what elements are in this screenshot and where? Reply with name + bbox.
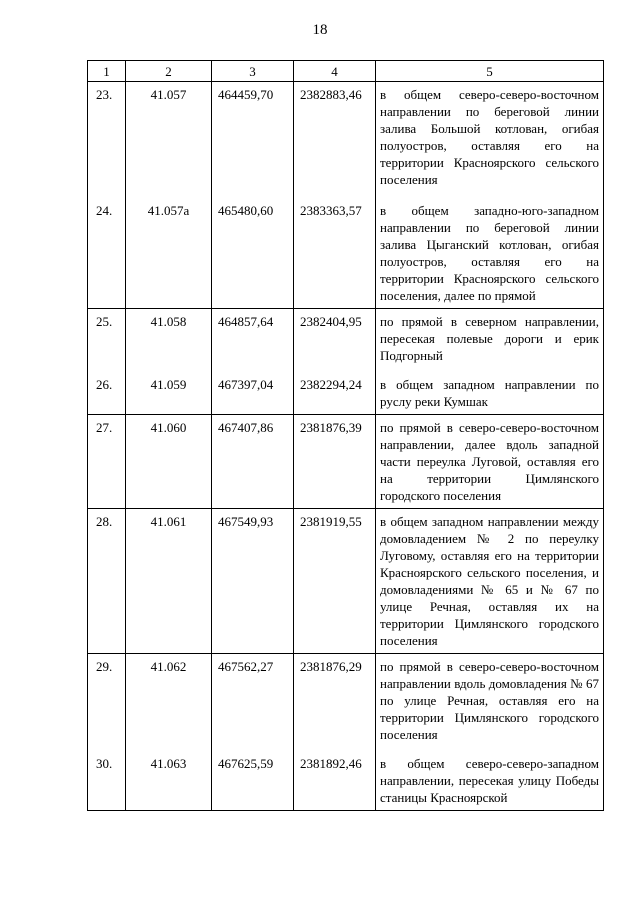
point-id: 41.057а	[126, 192, 212, 309]
header-col-5: 5	[376, 61, 604, 82]
row-number: 28.	[88, 509, 126, 654]
row-number: 23.	[88, 82, 126, 193]
coord-y: 2381876,29	[294, 654, 376, 748]
coord-x: 467625,59	[212, 747, 294, 811]
coord-x: 467407,86	[212, 415, 294, 509]
coord-y: 2381919,55	[294, 509, 376, 654]
boundary-description: в общем западном направлении между домовладением № 2 по переулку Луговому, оставляя его на территории Красноярского сельского поселения, и домовладениями № 65 и № 67 по улице Речная, оставляя их на территории Цимлянского городского поселения	[376, 509, 604, 654]
row-number: 26.	[88, 368, 126, 415]
table-row	[88, 509, 604, 654]
row-number: 24.	[88, 192, 126, 309]
point-id: 41.058	[126, 309, 212, 369]
header-col-1: 1	[88, 61, 126, 82]
boundary-description: по прямой в северо-северо-восточном направлении вдоль домовладения № 67 по улице Речная, оставляя его на территории Цимлянского городского поселения	[376, 654, 604, 748]
table-row	[88, 309, 604, 369]
header-col-2: 2	[126, 61, 212, 82]
boundary-description: по прямой в северо-северо-восточном направлении, далее вдоль западной части переулка Луговой, оставляя его на территории Цимлянского городского поселения	[376, 415, 604, 509]
point-id: 41.057	[126, 82, 212, 193]
boundary-description: в общем западном направлении по руслу реки Кумшак	[376, 368, 604, 415]
coord-x: 465480,60	[212, 192, 294, 309]
header-col-4: 4	[294, 61, 376, 82]
coord-y: 2381876,39	[294, 415, 376, 509]
row-number: 29.	[88, 654, 126, 748]
point-id: 41.059	[126, 368, 212, 415]
coord-y: 2382404,95	[294, 309, 376, 369]
table-header-row	[88, 61, 604, 82]
coord-x: 467549,93	[212, 509, 294, 654]
coord-y: 2382294,24	[294, 368, 376, 415]
page-number: 18	[312, 22, 328, 38]
row-number: 30.	[88, 747, 126, 811]
boundary-description: по прямой в северном направлении, пересекая полевые дороги и ерик Подгорный	[376, 309, 604, 369]
boundary-description: в общем северо-северо-западном направлении, пересекая улицу Победы станицы Красноярской	[376, 747, 604, 811]
table-row	[88, 654, 604, 748]
point-id: 41.060	[126, 415, 212, 509]
boundary-description: в общем северо-северо-восточном направлении по береговой линии залива Большой котлован, огибая полуостров, оставляя его на территории Красноярского сельского поселения	[376, 82, 604, 193]
point-id: 41.061	[126, 509, 212, 654]
table-row	[88, 192, 604, 309]
coord-x: 464857,64	[212, 309, 294, 369]
row-number: 25.	[88, 309, 126, 369]
boundary-description: в общем западно-юго-западном направлении по береговой линии залива Цыганский котлован, огибая полуостров, оставляя его на территории Красноярского сельского поселения, далее по прямой	[376, 192, 604, 309]
coord-y: 2382883,46	[294, 82, 376, 193]
point-id: 41.063	[126, 747, 212, 811]
coord-y: 2381892,46	[294, 747, 376, 811]
row-number: 27.	[88, 415, 126, 509]
coord-x: 464459,70	[212, 82, 294, 193]
point-id: 41.062	[126, 654, 212, 748]
table-row	[88, 82, 604, 193]
table-row	[88, 415, 604, 509]
coord-x: 467397,04	[212, 368, 294, 415]
boundary-table	[87, 60, 604, 811]
coord-x: 467562,27	[212, 654, 294, 748]
table-row	[88, 747, 604, 811]
table-row	[88, 368, 604, 415]
header-col-3: 3	[212, 61, 294, 82]
coord-y: 2383363,57	[294, 192, 376, 309]
